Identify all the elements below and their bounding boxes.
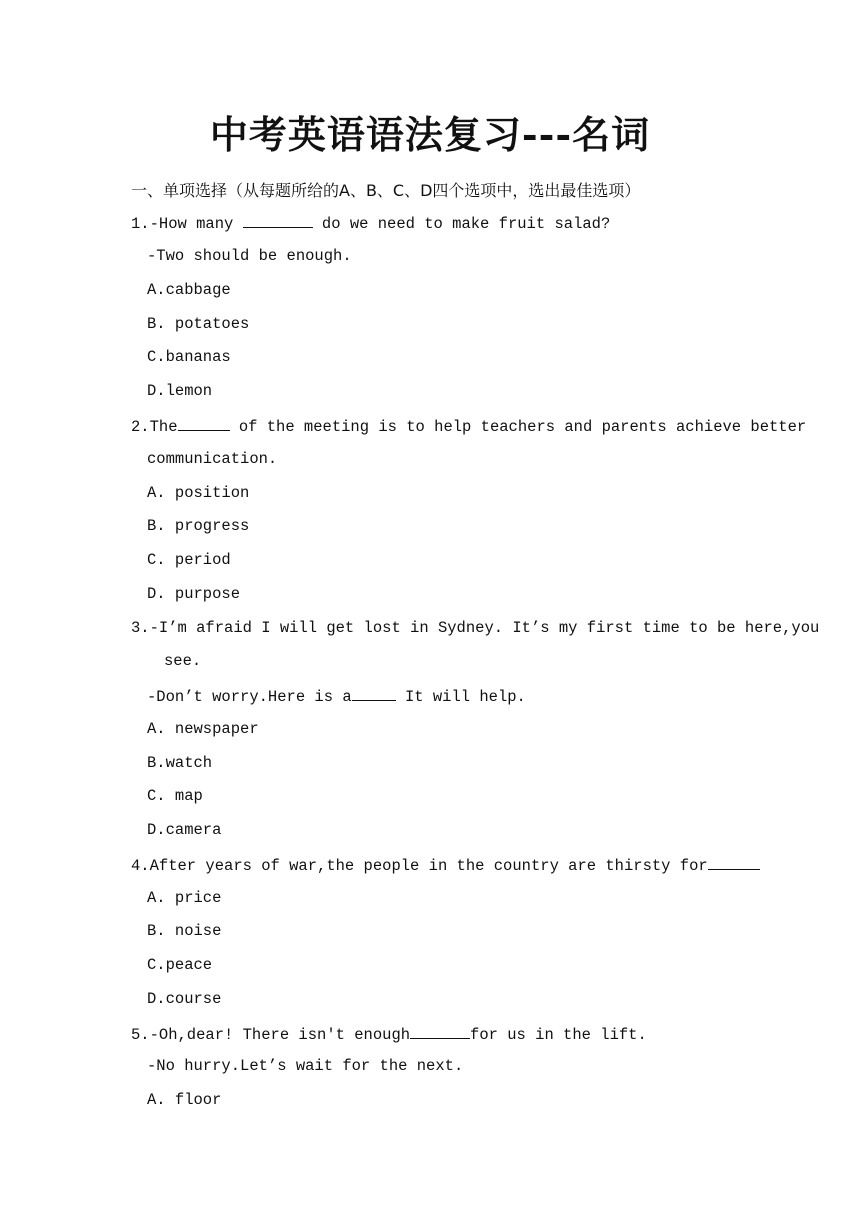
option-d: D. purpose [147,585,241,603]
answer-blank [243,213,313,228]
question-2-stem [131,416,806,436]
option-a: A. newspaper [147,720,259,738]
option-b: B. progress [147,517,250,535]
option-a: A. floor [147,1091,222,1109]
question-1-stem [131,213,610,233]
answer-blank [708,855,760,870]
question-4-stem [131,855,760,875]
question-text: for us in the lift. [470,1026,647,1044]
option-a: A.cabbage [147,281,231,299]
question-text: 5.-Oh,dear! There isn't enough [131,1026,411,1044]
option-b: B.watch [147,754,213,772]
answer-blank [410,1024,470,1039]
page-title: 中考英语语法复习---名词 [209,112,651,157]
question-text: 2.The [131,418,178,436]
question-text: 1.-How many [131,215,243,233]
option-b: B. potatoes [147,315,250,333]
answer-blank [352,686,396,701]
option-c: C.bananas [147,348,231,366]
answer-blank [178,416,230,431]
option-c: C.peace [147,956,213,974]
section-heading: 一、单项选择（从每题所给的A、B、C、D四个选项中，选出最佳选项） [131,181,641,200]
option-c: C. period [147,551,231,569]
option-a: A. price [147,889,222,907]
question-3-reply [147,686,526,706]
question-3-continuation: see. [164,652,202,670]
option-d: D.course [147,990,222,1008]
reply-text: It will help. [395,688,526,706]
option-c: C. map [147,787,203,805]
question-5-stem [131,1024,647,1044]
reply-text: -Don’t worry.Here is a [147,688,352,706]
question-3-stem: 3.-I’m afraid I will get lost in Sydney. It’s my first time to be here,you [131,619,820,637]
option-d: D.camera [147,821,222,839]
option-b: B. noise [147,922,222,940]
question-2-continuation: communication. [147,450,278,468]
option-d: D.lemon [147,382,213,400]
question-text: do we need to make fruit salad? [312,215,611,233]
question-text: 4.After years of war,the people in the country are thirsty for [131,857,708,875]
option-a: A. position [147,484,250,502]
question-5-reply: -No hurry.Let’s wait for the next. [147,1057,464,1075]
question-text: of the meeting is to help teachers and parents achieve better [229,418,807,436]
question-1-reply: -Two should be enough. [147,247,352,265]
